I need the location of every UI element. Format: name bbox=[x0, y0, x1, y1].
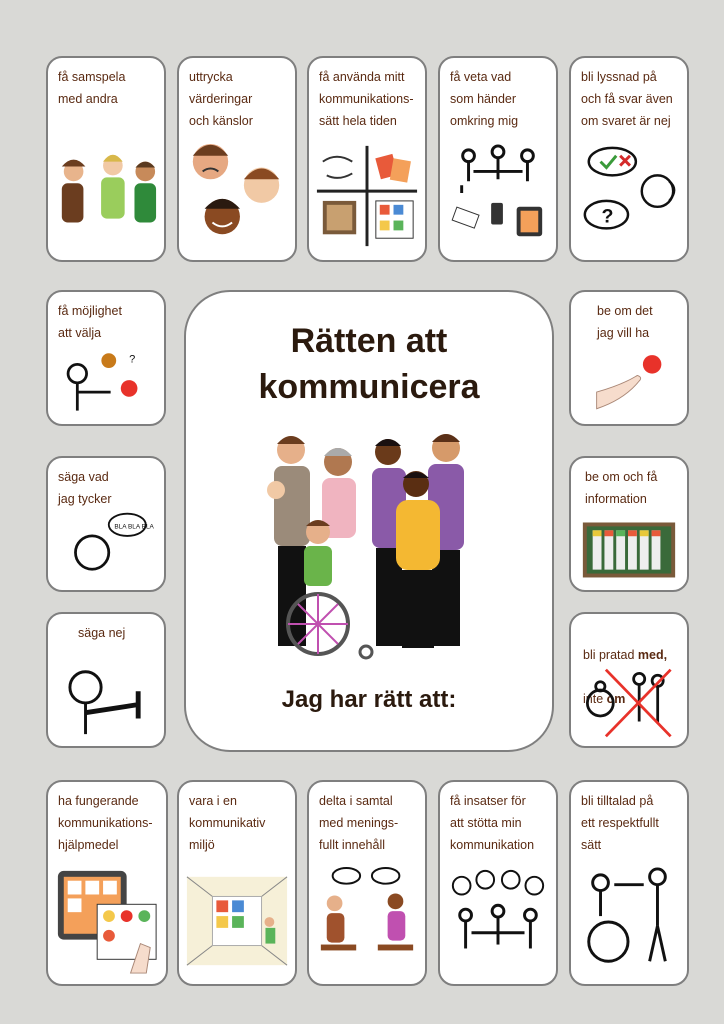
meeting-devices-icon bbox=[444, 138, 552, 254]
stop-hand-icon bbox=[52, 662, 160, 740]
svg-text:?: ? bbox=[601, 205, 614, 228]
communication-modes-icon bbox=[313, 138, 421, 254]
card-label: bli tilltalad på ett respektfullt sätt bbox=[581, 794, 659, 852]
card-tycker bbox=[46, 456, 166, 592]
speech-bubble-text: BLA BLA BLA bbox=[114, 523, 154, 531]
card-label: få samspela med andra bbox=[58, 70, 126, 106]
card-samspela bbox=[46, 56, 166, 262]
card-tilltalad bbox=[569, 780, 689, 986]
card-label: få insatser för att stötta min kommunikation bbox=[450, 794, 535, 852]
page-title: Rätten att kommunicera bbox=[258, 322, 480, 406]
label-emphasis-om: om bbox=[606, 692, 626, 706]
card-samtal bbox=[307, 780, 427, 986]
card-uttrycka bbox=[177, 56, 297, 262]
card-mojlighet-valja bbox=[46, 290, 166, 426]
card-lyssnad bbox=[569, 56, 689, 262]
schedule-board-icon bbox=[575, 514, 683, 584]
card-miljo bbox=[177, 780, 297, 986]
card-label: be om det jag vill ha bbox=[597, 304, 653, 340]
label-part: bli pratad bbox=[583, 648, 638, 662]
crossed-out-talking-about-icon bbox=[575, 666, 683, 740]
card-label: få använda mitt kommunikations- sätt hela tiden bbox=[319, 70, 414, 128]
yes-no-question-icon bbox=[575, 138, 683, 254]
people-interacting-icon bbox=[52, 138, 160, 254]
card-hjalpmedel bbox=[46, 780, 168, 986]
diverse-group-icon bbox=[246, 428, 496, 664]
reaching-hand-icon bbox=[575, 344, 683, 418]
card-label: få veta vad som händer omkring mig bbox=[450, 70, 519, 128]
room-environment-icon bbox=[183, 864, 291, 978]
label-emphasis-med: med, bbox=[637, 648, 668, 662]
card-label: vara i en kommunikativ miljö bbox=[189, 794, 266, 852]
card-label: säga nej bbox=[78, 626, 126, 640]
svg-text:?: ? bbox=[129, 353, 136, 366]
support-meeting-icon bbox=[444, 862, 552, 978]
page-subtitle: Jag har rätt att: bbox=[281, 686, 457, 713]
card-insatser bbox=[438, 780, 558, 986]
card-label: få möjlighet att välja bbox=[58, 304, 122, 340]
center-panel bbox=[184, 290, 554, 752]
card-label: delta i samtal med menings- fullt innehåll bbox=[319, 794, 399, 852]
card-label: säga vad jag tycker bbox=[58, 470, 112, 506]
communication-aid-icon bbox=[52, 864, 162, 978]
card-label: uttrycka värderingar och känslor bbox=[189, 70, 253, 128]
card-pratad-med bbox=[569, 612, 689, 748]
emotion-faces-icon bbox=[183, 136, 291, 254]
label-part: inte bbox=[583, 692, 607, 706]
speaking-head-icon bbox=[52, 510, 160, 584]
conversation-icon bbox=[313, 862, 421, 978]
card-be-om-det bbox=[569, 290, 689, 426]
card-label: be om och få information bbox=[585, 470, 658, 506]
choosing-icon bbox=[52, 344, 160, 418]
respectful-address-icon bbox=[575, 864, 683, 978]
card-label: ha fungerande kommunikations- hjälpmedel bbox=[58, 794, 153, 852]
card-information bbox=[569, 456, 689, 592]
card-veta-vad bbox=[438, 56, 558, 262]
card-label: bli lyssnad på och få svar även om svaret är nej bbox=[581, 70, 673, 128]
card-saga-nej bbox=[46, 612, 166, 748]
card-kommunikationssatt bbox=[307, 56, 427, 262]
